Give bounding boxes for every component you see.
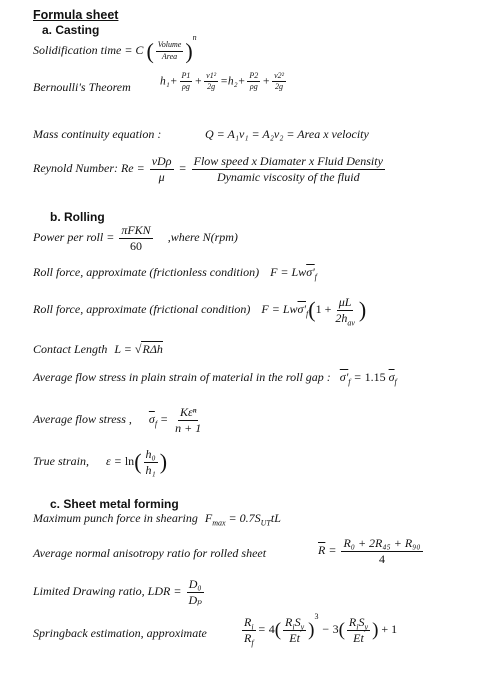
avg-flow-plain-label: Average flow stress in plain strain of material in the roll gap :: [33, 370, 331, 384]
reynolds-denominator: μ: [158, 169, 165, 184]
ldr-denominator: Dₚ: [188, 592, 202, 607]
reynolds-label: Reynold Number: Re =: [33, 160, 145, 175]
punch-force-row: Maximum punch force in shearing $F_{max} = 0.7S_{UT}tL$: [33, 511, 281, 528]
avg-flow-plain-row: Average flow stress in plain strain of material in the roll gap : $\sigma'_f = 1.15$ $\overline{\sigma}_f$: [33, 370, 397, 387]
punch-force-label: Maximum punch force in shearing: [33, 511, 198, 525]
section-rolling-heading: b. Rolling: [50, 210, 105, 224]
exponent-n: n: [192, 33, 197, 42]
anisotropy-numerator: R₀ + 2R₄₅ + R₉₀: [343, 536, 421, 550]
roll-force-frictional-row: Roll force, approximate (frictional condition) $F = Lw\sigma'_f(1$ + $\frac{\mu L}{2h_{av}}$ ): [33, 295, 367, 327]
bernoulli-label: Bernoulli's Theorem: [33, 80, 131, 94]
anisotropy-formula: $\overline{R}$ = $\frac{\text{R₀ + 2R₄₅ + R₉₀}}{4}$: [318, 536, 421, 566]
mass-continuity-label: Mass continuity equation :: [33, 127, 162, 141]
avg-flow-numerator: Kεⁿ: [179, 405, 197, 419]
contact-length-row: Contact Length L = √RΔh: [33, 342, 163, 356]
true-strain-label: True strain,: [33, 453, 90, 468]
avg-flow-stress-row: Average flow stress , $\overline{\sigma}_f$ = $\frac{\text{Kεⁿ}}{n + 1}$: [33, 405, 202, 435]
springback-label: Springback estimation, approximate: [33, 626, 207, 640]
ldr-label: Limited Drawing ratio, LDR =: [33, 583, 182, 598]
solidification-formula: Solidification time = C ( $\frac{\text{Volume}}{\text{Area}}$ )$^n$: [33, 33, 197, 64]
ldr-numerator: D₀: [188, 577, 202, 591]
roll-force-frictionless-label: Roll force, approximate (frictionless condition): [33, 265, 260, 279]
page-title: Formula sheet: [33, 8, 119, 22]
avg-flow-plain-value: 1.15: [364, 370, 386, 384]
roll-force-frictional-label: Roll force, approximate (frictional condition): [33, 301, 251, 316]
mass-continuity-formula: Q = A₁v₁ = A₂v₂ = Area x velocity: [205, 127, 369, 141]
anisotropy-denominator: 4: [378, 551, 385, 566]
power-where-text: ,where N(rpm): [167, 229, 238, 244]
reynolds-word-denominator: Dynamic viscosity of the fluid: [216, 169, 360, 184]
roll-force-frictionless-row: Roll force, approximate (frictionless condition) $F = Lw\sigma'_f$: [33, 265, 317, 282]
anisotropy-label: Average normal anisotropy ratio for rolled sheet: [33, 546, 267, 560]
volume-text: Volume: [156, 41, 184, 51]
power-denominator: 60: [130, 238, 142, 253]
section-casting-heading: a. Casting: [42, 23, 100, 37]
reynolds-numerator: vDρ: [151, 154, 172, 168]
contact-length-label: Contact Length: [33, 342, 108, 356]
springback-formula: $\frac{R_i}{R_f}$ = 4( $\frac{R_iS_y}{Et}$ )$^3$ − 3( $\frac{R_iS_y}{Et}$ ) + 1: [244, 611, 398, 647]
power-per-roll-formula: [33, 224, 238, 252]
ldr-row: [33, 578, 206, 606]
true-strain-row: True strain, ε = ln( $\frac{\text{h₀}}{\text{h₁}}$ ): [33, 447, 168, 477]
avg-flow-denominator: n + 1: [175, 420, 202, 435]
section-sheet-metal-heading: c. Sheet metal forming: [50, 497, 179, 511]
reynolds-formula: Reynold Number: Re = $\frac{\text{vDρ}}{\mu}$ = $\frac{\text{Flow speed x Diamater x Fluid Density}}{\text{Dynamic viscosity of the fluid}}$: [33, 154, 383, 184]
bernoulli-formula: h₁+ $\frac{P1}{\rho g}$ + $\frac{\text{v1²}}{2g}$ =h₂+ $\frac{P2}{\rho g}$ + $\frac{\text{v2²}}{2g}$: [160, 71, 285, 92]
solidification-label: Solidification time = C: [33, 43, 144, 57]
power-label: Power per roll =: [33, 229, 115, 244]
area-text: Area: [161, 51, 178, 61]
reynolds-word-numerator: Flow speed x Diamater x Fluid Density: [193, 154, 383, 168]
power-numerator: πFKN: [121, 223, 151, 237]
avg-flow-label: Average flow stress ,: [33, 411, 132, 426]
